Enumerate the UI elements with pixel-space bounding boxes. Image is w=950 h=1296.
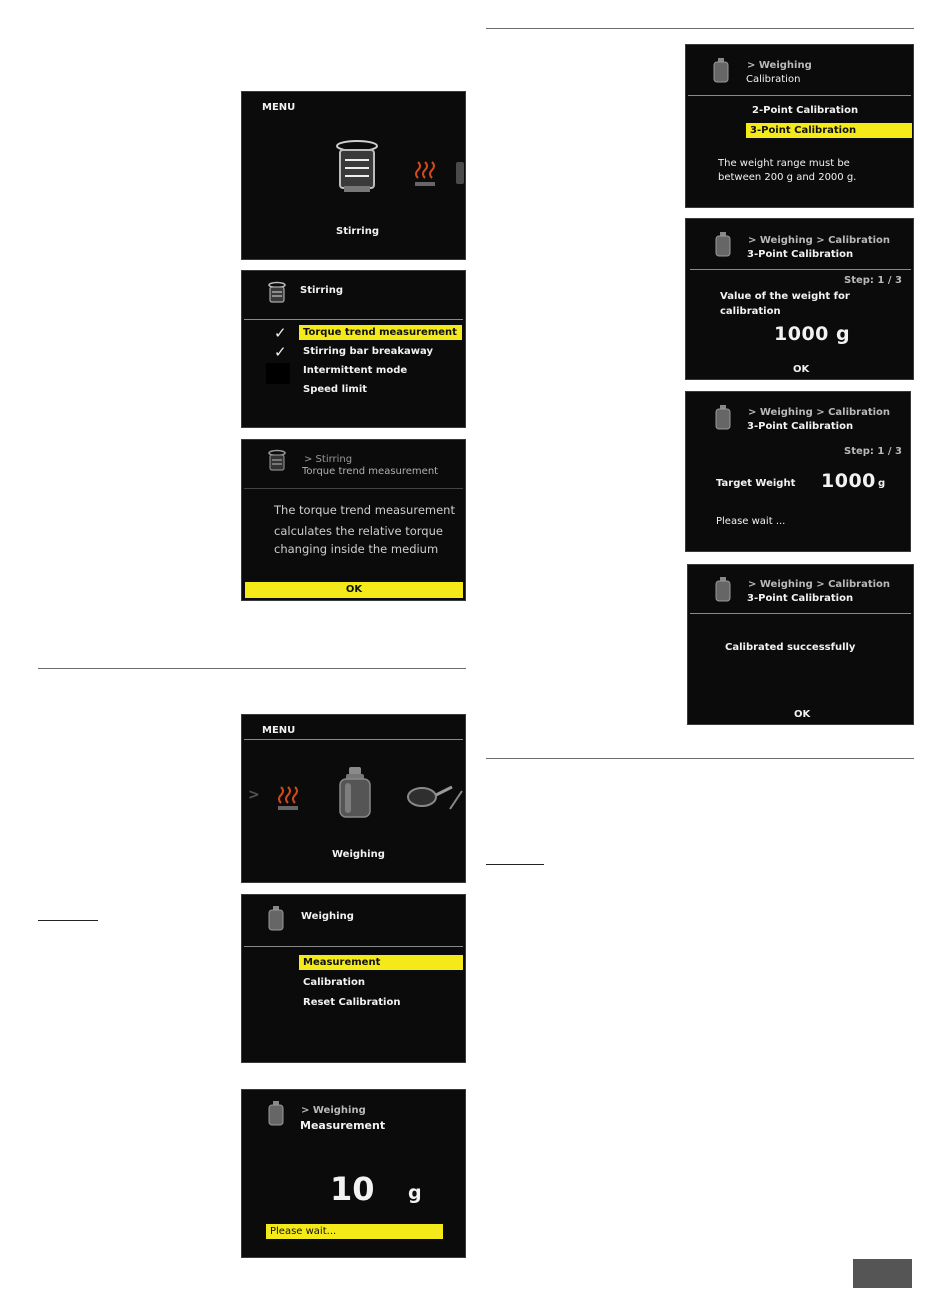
menu-title: MENU: [262, 725, 296, 736]
ok-button[interactable]: OK: [794, 709, 811, 720]
option-speed-limit[interactable]: Speed limit: [303, 384, 368, 395]
next-weight-icon-partial: [456, 162, 464, 184]
breadcrumb: > Weighing: [747, 60, 812, 71]
header-separator: [244, 319, 463, 320]
weight-small-icon: [712, 57, 730, 83]
breadcrumb: > Weighing > Calibration: [748, 407, 891, 418]
weight-small-icon: [267, 905, 285, 931]
left-section-rule: [38, 668, 466, 669]
item-calibration[interactable]: Calibration: [303, 977, 365, 988]
right-heading-underline: [486, 864, 544, 865]
option-bar-breakaway[interactable]: Stirring bar breakaway: [303, 346, 433, 357]
weight-icon: [335, 765, 375, 821]
screen-title: 3-Point Calibration: [747, 249, 854, 260]
value-label-1: Value of the weight for: [720, 291, 850, 302]
heating-icon: [277, 785, 299, 811]
screen-title: 3-Point Calibration: [747, 593, 854, 604]
success-message: Calibrated successfully: [725, 642, 856, 653]
screen-menu-stirring: [241, 91, 466, 260]
item-reset-calibration[interactable]: Reset Calibration: [303, 997, 401, 1008]
weight-small-icon: [267, 1100, 285, 1126]
screen-torque-info: [241, 439, 466, 601]
range-note-2: between 200 g and 2000 g.: [718, 172, 857, 183]
weight-value: 1000 g: [774, 323, 851, 345]
screen-calibration-select: [685, 44, 914, 208]
options-title: Stirring: [300, 285, 343, 296]
weight-unit: g: [408, 1182, 422, 1204]
header-separator: [244, 488, 463, 489]
right-section-rule: [486, 758, 914, 759]
screen-calibration-value: [685, 218, 914, 380]
screen-weighing-menu: [241, 894, 466, 1063]
target-weight-label: Target Weight: [716, 478, 796, 489]
range-note-1: The weight range must be: [718, 158, 850, 169]
check-icon-2: ✓: [274, 343, 287, 361]
ok-button[interactable]: OK: [793, 364, 810, 375]
check-icon-1: ✓: [274, 324, 287, 342]
menu-title: MENU: [262, 102, 296, 113]
info-line-2: calculates the relative torque: [274, 524, 443, 538]
menu-caption: Weighing: [332, 849, 385, 860]
weight-small-icon: [714, 576, 732, 602]
breadcrumb: > Stirring: [304, 454, 353, 465]
stirrer-icon: [334, 138, 380, 194]
prev-icon-partial: >: [248, 787, 260, 803]
header-separator: [244, 739, 463, 740]
weight-unit: g: [878, 478, 886, 489]
weight-small-icon: [714, 404, 732, 430]
header-separator: [244, 946, 463, 947]
screen-calibration-wait: [685, 391, 911, 552]
value-label-2: calibration: [720, 306, 781, 317]
breadcrumb: > Weighing > Calibration: [748, 235, 891, 246]
item-measurement[interactable]: Measurement: [299, 955, 463, 970]
page-number-box: [853, 1259, 912, 1288]
item-3-point[interactable]: 3-Point Calibration: [746, 123, 912, 138]
header-separator: [690, 269, 911, 270]
screen-title: 3-Point Calibration: [747, 421, 854, 432]
menu-title: Weighing: [301, 911, 354, 922]
pan-icon: [406, 783, 464, 811]
top-right-rule: [486, 28, 914, 29]
option-intermittent[interactable]: Intermittent mode: [303, 365, 408, 376]
stirrer-small-icon: [267, 281, 287, 305]
breadcrumb: > Weighing > Calibration: [748, 579, 891, 590]
info-line-1: The torque trend measurement: [274, 503, 455, 517]
screen-menu-weighing: [241, 714, 466, 883]
screen-stirring-options: [241, 270, 466, 428]
step-indicator: Step: 1 / 3: [844, 446, 902, 457]
info-line-3: changing inside the medium: [274, 542, 439, 556]
weight-value: 10: [330, 1170, 375, 1208]
info-title: Torque trend measurement: [302, 466, 439, 477]
step-indicator: Step: 1 / 3: [844, 275, 902, 286]
heating-icon: [414, 160, 436, 188]
weight-small-icon: [714, 231, 732, 257]
stirrer-small-icon: [267, 449, 287, 473]
header-separator: [688, 95, 911, 96]
status-bar: Please wait...: [266, 1224, 443, 1239]
option-torque-trend[interactable]: Torque trend measurement: [299, 325, 462, 340]
menu-caption: Stirring: [336, 226, 379, 237]
ok-button[interactable]: OK: [245, 582, 463, 598]
checkbox-empty: [266, 363, 290, 384]
status-text: Please wait ...: [716, 516, 786, 527]
weight-value: 1000: [821, 470, 876, 492]
screen-measurement: [241, 1089, 466, 1258]
screen-title: Measurement: [300, 1119, 386, 1132]
breadcrumb: > Weighing: [301, 1105, 366, 1116]
item-2-point[interactable]: 2-Point Calibration: [752, 105, 859, 116]
screen-calibration-done: [687, 564, 914, 725]
screen-title: Calibration: [746, 74, 801, 85]
left-heading-underline: [38, 920, 98, 921]
header-separator: [690, 613, 911, 614]
